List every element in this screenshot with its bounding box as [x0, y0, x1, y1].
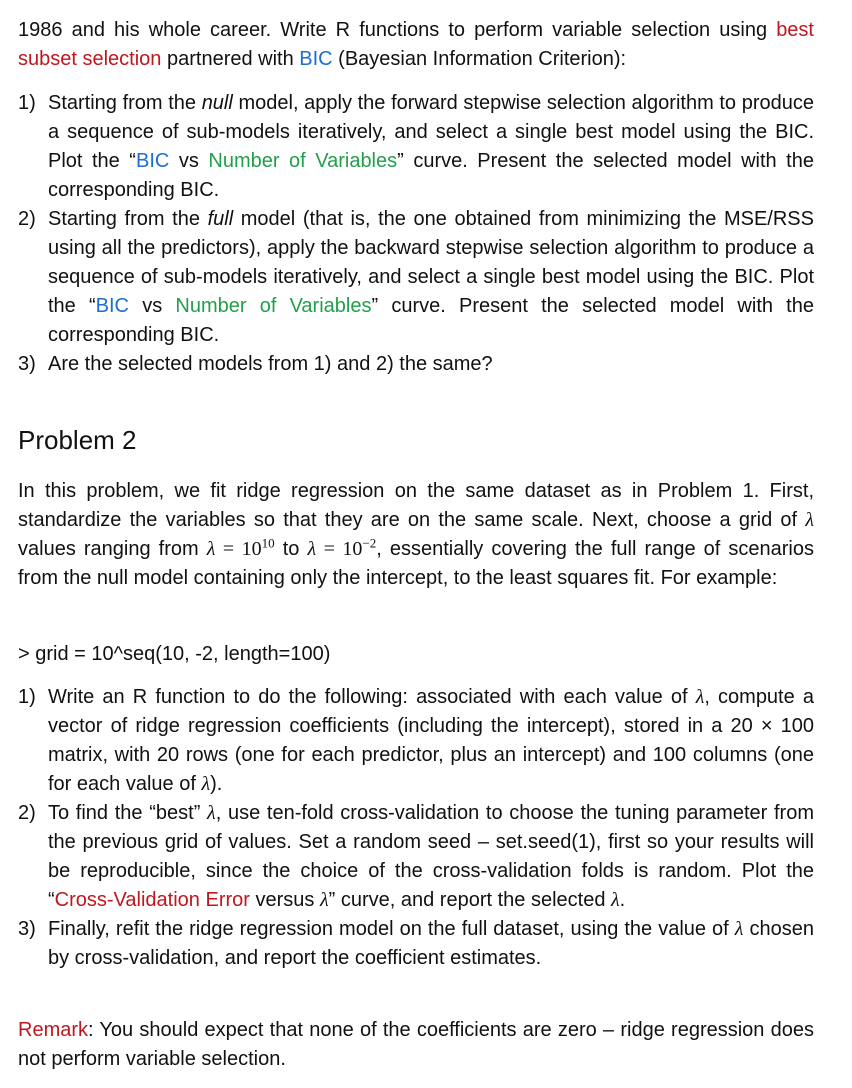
item-text: vs: [129, 295, 176, 317]
item-text: Are the selected models from 1) and 2) the same?: [48, 353, 493, 375]
code-example: > grid = 10^seq(10, -2, length=100): [18, 643, 331, 665]
lambda-symbol: λ: [319, 889, 329, 911]
item-text: model (that is, the one obtained from minimizing the MSE/RSS using all the predictors), apply the backward stepwise selection algorithm to produce a sequence of sub-models iteratively, and select a single best model using the BIC. Plot the “: [48, 208, 814, 317]
item-number: 2): [18, 802, 36, 824]
list-item: [18, 683, 814, 799]
lambda-symbol: λ: [734, 918, 744, 940]
item-text: , compute a vector of ridge regression coefficients (including the intercept), stored in a 20 × 100 matrix, with 20 rows (one for each predictor, plus an intercept) and 100 columns (one for each value of: [48, 686, 814, 795]
exponent: 10: [261, 535, 275, 551]
best-subset-selection-term: best subset selection: [18, 19, 814, 70]
item-text: ” curve, and report the selected: [328, 889, 611, 911]
item-text: versus: [249, 889, 320, 911]
remark-text: : You should expect that none of the coefficients are zero – ridge regression does not perform variable selection.: [18, 1019, 814, 1070]
equals-sign: =: [215, 538, 242, 560]
intro-text: In this problem, we fit ridge regression on the same dataset as in Problem 1. First, standardize the variables so that they are on the same scale. Next, choose a grid of: [18, 480, 814, 531]
list-item: [18, 915, 814, 973]
list-item: [18, 205, 814, 350]
item-number: 3): [18, 353, 36, 375]
power-base: 10: [241, 538, 262, 560]
item-text: vs: [169, 150, 209, 172]
item-text: model, apply the forward stepwise selection algorithm to produce a sequence of sub-models iteratively, and select a single best model using the BIC. Plot the “: [48, 92, 814, 172]
problem2-list: [18, 683, 814, 973]
item-text: .: [619, 889, 626, 911]
intro-text: values ranging from: [18, 538, 207, 560]
item-number: 2): [18, 208, 36, 230]
intro-text: , essentially covering the full range of scenarios from the null model containing only the intercept, to the least squares fit. For example:: [18, 538, 814, 589]
number-of-variables-term: Number of Variables: [208, 150, 398, 172]
lambda-symbol: λ: [307, 538, 317, 560]
intro-text: partnered with: [161, 48, 300, 70]
problem1-list: [18, 89, 814, 379]
item-text: chosen by cross-validation, and report the coefficient estimates.: [48, 918, 814, 969]
item-text: Finally, refit the ridge regression model on the full dataset, using the value of: [48, 918, 735, 940]
bic-term: BIC: [95, 295, 129, 317]
lambda-symbol: λ: [695, 686, 705, 708]
intro-line1: 1986 and his whole career. Write R functions to perform variable selection using: [18, 19, 768, 41]
intro-text-end: (Bayesian Information Criterion):: [332, 48, 627, 70]
lambda-symbol: λ: [201, 773, 211, 795]
item-number: 3): [18, 918, 36, 940]
item-text: Write an R function to do the following: associated with each value of: [48, 686, 696, 708]
lambda-symbol: λ: [611, 889, 620, 911]
item-emphasis: full: [207, 208, 234, 230]
item-text: Starting from the: [48, 208, 208, 230]
item-text: ” curve. Present the selected model with the corresponding BIC.: [48, 150, 814, 201]
lambda-symbol: λ: [206, 538, 216, 560]
cross-validation-error-term: Cross-Validation Error: [54, 889, 250, 911]
lambda-symbol: λ: [207, 802, 216, 824]
item-text: To find the “best”: [48, 802, 208, 824]
list-item: [18, 89, 814, 205]
number-of-variables-term: Number of Variables: [175, 295, 372, 317]
problem2-intro: [18, 477, 814, 593]
intro-text: to: [274, 538, 308, 560]
problem2-heading: Problem 2: [18, 425, 137, 455]
power-base: 10: [342, 538, 363, 560]
item-text: , use ten-fold cross-validation to choose the tuning parameter from the previous grid of values. Set a random seed – set.seed(1), first so your results will be reproducible, since the choice of the cross-validation folds is random. Plot the “: [48, 802, 814, 911]
remark-paragraph: [18, 1016, 814, 1074]
bic-term: BIC: [299, 48, 333, 70]
item-number: 1): [18, 686, 36, 708]
equals-sign: =: [316, 538, 343, 560]
item-emphasis: null: [201, 92, 233, 114]
lambda-symbol: λ: [805, 509, 814, 531]
item-text: Starting from the: [48, 92, 202, 114]
intro-paragraph: [18, 16, 814, 74]
exponent: −2: [362, 535, 377, 551]
bic-term: BIC: [135, 150, 170, 172]
item-text: ).: [210, 773, 223, 795]
list-item: [18, 799, 814, 915]
remark-label: Remark: [18, 1019, 89, 1041]
item-number: 1): [18, 92, 36, 114]
list-item: [18, 350, 814, 379]
item-text: ” curve. Present the selected model with the corresponding BIC.: [48, 295, 814, 346]
